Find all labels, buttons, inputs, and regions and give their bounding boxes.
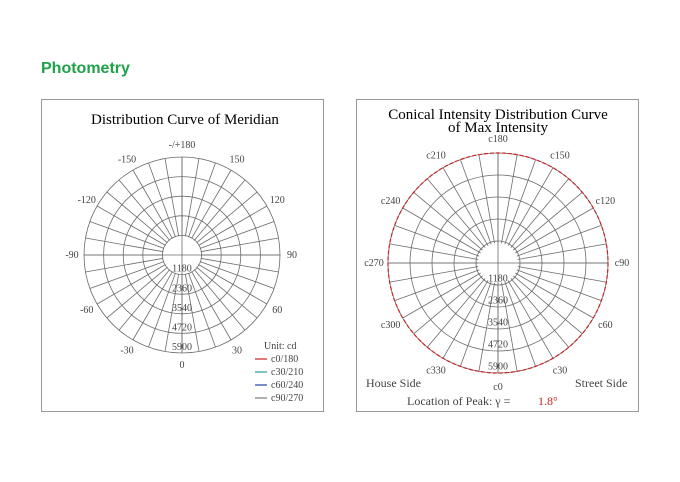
grid-spoke [443,280,488,358]
legend-entry: c60/240 [271,380,304,391]
grid-spoke [508,280,553,358]
grid-spoke [200,261,274,288]
grid-spoke [85,258,163,272]
grid-spoke [395,225,480,256]
angle-tick-label: 90 [287,250,297,261]
grid-spoke [505,282,536,367]
grid-spoke [198,265,266,305]
angle-tick-label: 30 [232,345,242,357]
grid-spoke [192,170,232,238]
angle-tick-label: -120 [77,195,96,206]
grid-spoke [192,271,232,339]
grid-spoke [508,168,553,246]
angle-tick-label: c330 [426,365,446,377]
grid-spoke [201,258,279,272]
angle-tick-label: c270 [364,258,384,269]
grid-spoke [443,168,488,246]
grid-spoke [395,270,480,301]
grid-spoke [90,221,164,248]
grid-spoke [188,273,215,347]
angle-tick-label: c120 [595,196,616,207]
peak-location-value: 1.8° [538,394,558,408]
grid-spoke [403,273,481,318]
grid-spoke [517,225,602,256]
radial-tick-label: 4720 [488,339,508,351]
grid-spoke [97,206,165,246]
angle-tick-label: c150 [550,150,570,162]
legend-entry: c0/180 [271,354,299,365]
angle-tick-label: -60 [80,305,94,316]
angle-tick-label: 150 [229,154,245,166]
grid-spoke [90,261,164,288]
grid-spoke [513,276,582,334]
grid-spoke [201,238,279,252]
grid-spoke [133,170,173,238]
radial-tick-label: 1180 [488,273,508,285]
grid-spoke [194,180,245,241]
grid-spoke [427,278,485,347]
angle-tick-label: -/+180 [168,140,196,151]
radial-tick-label: 2360 [172,283,192,295]
conical-chart [357,100,638,411]
angle-tick-label: c240 [380,196,401,207]
angle-tick-label: c300 [380,320,401,331]
legend [255,354,303,404]
grid-spoke [133,271,173,339]
grid-spoke [515,273,593,318]
house-side-label: House Side [366,376,421,390]
angle-tick-label: 120 [269,195,285,206]
grid-spoke [513,192,582,250]
grid-spoke [505,160,536,245]
grid-spoke [185,158,199,236]
grid-spoke [511,278,569,347]
angle-tick-label: -30 [120,345,134,357]
angle-tick-label: -90 [65,250,79,261]
legend-entry: c30/210 [271,367,304,378]
grid-spoke [119,180,170,241]
grid-spoke [194,270,245,331]
angle-tick-label: c180 [488,134,508,145]
grid-spoke [198,206,266,246]
grid-spoke [414,276,483,334]
chart-title-line2: of Max Intensity [448,120,548,136]
angle-tick-label: -150 [117,154,137,166]
grid-spoke [97,265,165,305]
meridian-chart [42,100,323,411]
grid-spoke [107,267,168,318]
section-title: Photometry [41,60,130,77]
angle-tick-label: c210 [426,150,446,162]
radial-tick-label: 5900 [172,342,192,354]
grid-spoke [414,192,483,250]
radial-tick-label: 4720 [172,322,192,334]
radial-tick-label: 3540 [488,317,508,329]
radial-tick-label: 2360 [488,295,508,307]
chart-title: Distribution Curve of Meridian [91,112,279,128]
angle-tick-label: 60 [272,305,283,316]
angle-tick-label: c60 [598,320,613,331]
grid-spoke [165,158,179,236]
grid-spoke [515,208,593,253]
grid-spoke [517,270,602,301]
legend-entry: c90/270 [271,393,304,404]
grid-spoke [511,179,569,248]
grid-spoke [460,160,491,245]
meridian-chart-panel [41,99,324,412]
peak-location-label: Location of Peak: γ = [407,394,511,408]
grid-spoke [85,238,163,252]
grid-spoke [148,163,175,237]
grid-spoke [188,163,215,237]
grid-spoke [200,221,274,248]
grid-spoke [197,192,258,243]
chart-title-line1: Conical Intensity Distribution Curve [388,107,608,123]
radial-tick-label: 5900 [488,361,508,373]
radial-tick-label: 3540 [172,302,192,314]
angle-tick-label: 0 [179,360,185,371]
grid-spoke [119,270,170,331]
grid-spoke [427,179,485,248]
conical-chart-panel [356,99,639,412]
grid-spoke [460,282,491,367]
unit-label: Unit: cd [264,341,297,352]
grid-spoke [403,208,481,253]
radial-tick-label: 1180 [172,263,192,275]
angle-tick-label: c90 [614,258,630,269]
angle-tick-label: c0 [493,382,503,393]
grid-spoke [197,267,258,318]
street-side-label: Street Side [575,376,628,390]
angle-tick-label: c30 [552,365,568,377]
grid-spoke [107,192,168,243]
